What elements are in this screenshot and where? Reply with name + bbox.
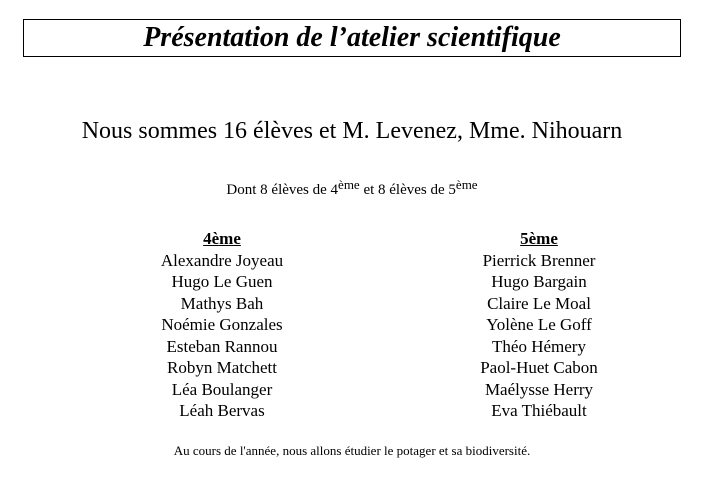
participants-summary: Nous sommes 16 élèves et M. Levenez, Mme. Nihouarn [81, 118, 623, 144]
grade-breakdown [0, 178, 704, 202]
footer-note: Au cours de l'année, nous allons étudier le potager et sa biodiversité. [173, 443, 531, 458]
student-name: Alexandre Joyeau [160, 250, 284, 270]
student-name: Esteban Rannou [166, 336, 278, 356]
student-name: Claire Le Moal [487, 293, 591, 313]
column-heading: 4ème [203, 229, 241, 248]
student-name: Noémie Gonzales [161, 315, 283, 334]
column-4eme [112, 228, 332, 422]
student-name: Robyn Matchett [166, 358, 277, 377]
column-5eme [429, 228, 649, 422]
student-name: Léa Boulanger [171, 379, 273, 399]
student-name: Théo Hémery [492, 336, 586, 356]
student-name: Eva Thiébault [491, 401, 587, 420]
title-box [23, 19, 681, 57]
page-title: Présentation de l’atelier scientifique [143, 22, 561, 53]
grade-breakdown-sup1: ème [338, 177, 360, 192]
student-name: Pierrick Brenner [482, 250, 596, 270]
student-name: Léah Bervas [179, 401, 265, 420]
grade-breakdown-part1: Dont 8 élèves de 4 [226, 182, 339, 198]
student-name: Paol-Huet Cabon [480, 358, 598, 377]
student-name: Hugo Le Guen [171, 272, 273, 291]
student-name: Hugo Bargain [491, 272, 587, 291]
grade-breakdown-part2: et 8 élèves de 5 [359, 182, 456, 198]
student-name: Mathys Bah [180, 293, 264, 313]
column-heading: 5ème [520, 229, 558, 248]
student-name: Yolène Le Goff [486, 315, 592, 334]
grade-breakdown-sup2: ème [455, 177, 478, 192]
student-name: Maélysse Herry [484, 379, 594, 399]
